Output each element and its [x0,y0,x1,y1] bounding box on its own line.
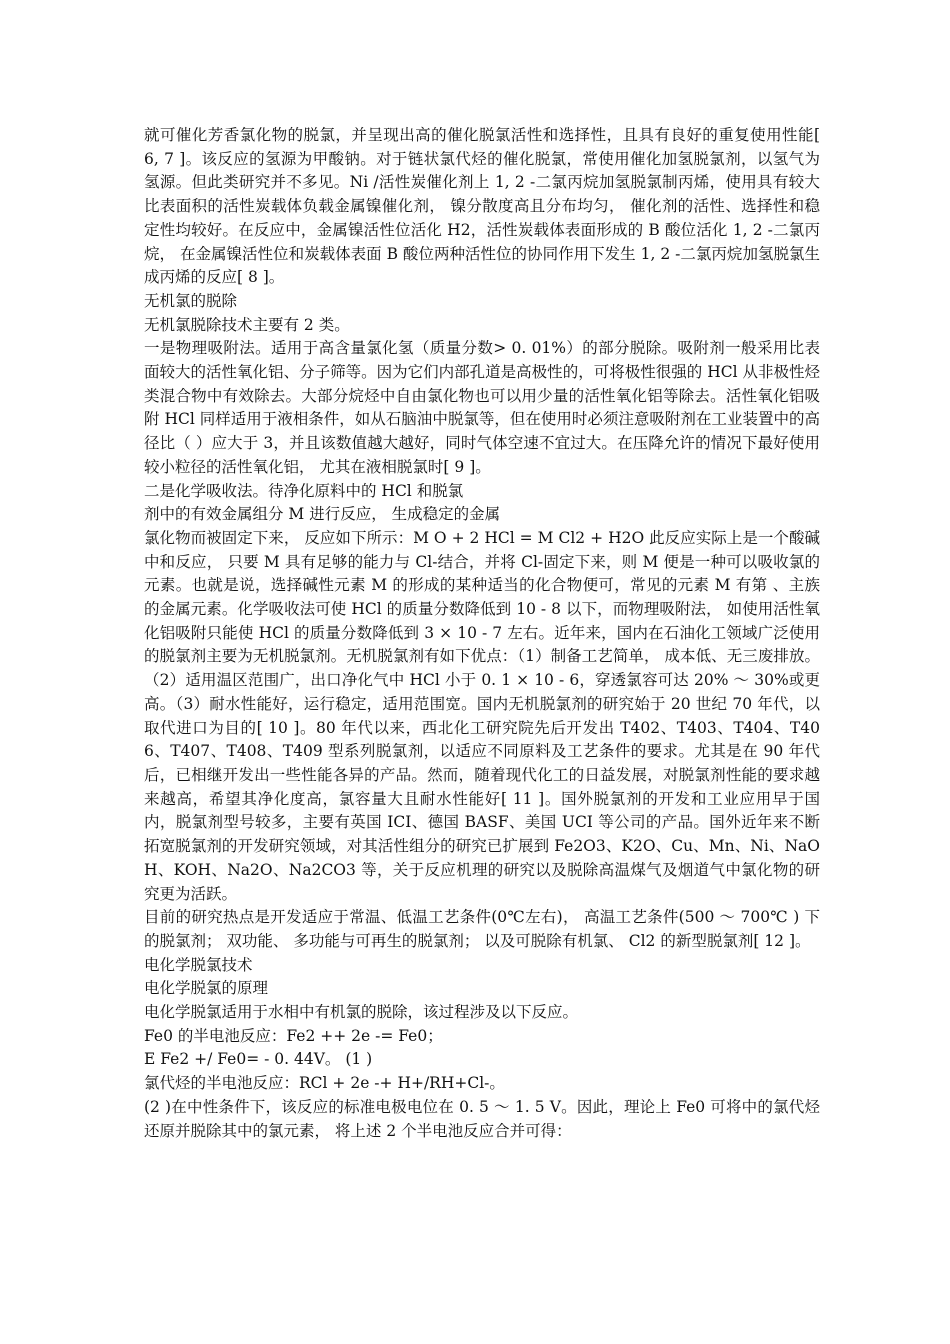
equation-fe-half-cell: Fe0 的半电池反应：Fe2 ++ 2e -= Fe0； [144,1026,443,1045]
paragraph-catalytic-dechlorination: 就可催化芳香氯化物的脱氯，并呈现出高的催化脱氯活性和选择性，且具有良好的重复使用性能[ 6, 7 ]。该反应的氢源为甲酸钠。对于链状氯代烃的催化脱氯，常使用催化加氢脱氯剂，以氢气为氢源。但此类研究并不多见。Ni /活性炭催化剂上 1, 2 -二氯丙烷加氢脱氯制丙烯，使用具有较大比表面积的活性炭载体负载金属镍催化剂， 镍分散度高且分布均匀， 催化剂的活性、选择性和稳定性均较好。在反应中，金属镍活性位活化 H2，活性炭载体表面形成的 B 酸位活化 1, 2 -二氯丙烷， 在金属镍活性位和炭载体表面 B 酸位两种活性位的协同作用下发生 1, 2 -二氯丙烷加氢脱氯生成丙烯的反应[ 8 ]。 [144,126,820,287]
paragraph-two-types: 无机氯脱除技术主要有 2 类。 [144,315,350,334]
paragraph-electrochemical-intro: 电化学脱氯适用于水相中有机氯的脱除，该过程涉及以下反应。 [144,1003,579,1022]
heading-electrochemical-dechlorination: 电化学脱氯技术 [144,955,253,974]
paragraph-research-hotspots: 目前的研究热点是开发适应于常温、低温工艺条件(0℃左右)， 高温工艺条件(500 ～ 700℃ ) 下的脱氯剂； 双功能、 多功能与可再生的脱氯剂； 以及可脱除有机氯、 Cl2 的新型脱氯剂[ 12 ]。 [144,908,820,950]
equation-chlorohydrocarbon-half-cell: 氯代烃的半电池反应：RCl + 2e -+ H+/RH+Cl-。 [144,1074,505,1093]
paragraph-chemical-absorption-details: 氯化物而被固定下来， 反应如下所示：M O + 2 HCl = M Cl2 + H2O 此反应实际上是一个酸碱中和反应， 只要 M 具有足够的能力与 Cl-结合，并将 Cl-固定下来，则 M 便是一种可以吸收氯的元素。也就是说，选择碱性元素 M 的形成的某种适当的化合物便可，常见的元素 M 有第 、主族的金属元素。化学吸收法可使 HCl 的质量分数降低到 10 - 8 以下，而物理吸附法， 如使用活性氧化铝吸附只能使 HCl 的质量分数降低到 3 × 10 - 7 左右。近年来，国内在石油化工领域广泛使用的脱氯剂主要为无机脱氯剂。无机脱氯剂有如下优点：（1）制备工艺简单， 成本低、无三废排放。（2）适用温区范围广，出口净化气中 HCl 小于 0. 1 × 10 - 6，穿透氯容可达 20% ～ 30%或更高。（3）耐水性能好，运行稳定，适用范围宽。国内无机脱氯剂的研究始于 20 世纪 70 年代，以取代进口为目的[ 10 ]。80 年代以来，西北化工研究院先后开发出 T402、T403、T404、T406、T407、T408、T409 型系列脱氯剂，以适应不同原料及工艺条件的要求。尤其是在 90 年代后，已相继开发出一些性能各异的产品。然而，随着现代化工的日益发展，对脱氯剂性能的要求越来越高，希望其净化度高，氯容量大且耐水性能好[ 11 ]。国外脱氯剂的开发和工业应用早于国内，脱氯剂型号较多，主要有英国 ICI、德国 BASF、美国 UCI 等公司的产品。国外近年来不断拓宽脱氯剂的开发研究领域，对其活性组分的研究已扩展到 Fe2O3、K2O、Cu、Mn、Ni、NaOH、KOH、Na2O、Na2CO3 等，关于反应机理的研究以及脱除高温煤气及烟道气中氯化物的研究更为活跃。 [144,528,820,903]
heading-electrochemical-principle: 电化学脱氯的原理 [144,979,269,998]
heading-inorganic-chlorine-removal: 无机氯的脱除 [144,291,238,310]
paragraph-neutral-conditions: (2 )在中性条件下，该反应的标准电极电位在 0. 5 ～ 1. 5 V。因此，理论上 Fe0 可将中的氯代烃还原并脱除其中的氯元素， 将上述 2 个半电池反应合并可得： [144,1097,820,1140]
paragraph-chemical-absorption-reaction: 剂中的有效金属组分 M 进行反应， 生成稳定的金属 [144,505,501,524]
paragraph-physical-adsorption: 一是物理吸附法。适用于高含量氯化氢（质量分数> 0. 01%）的部分脱除。吸附剂一般采用比表面较大的活性氧化铝、分子筛等。因为它们内部孔道是高极性的，可将极性很强的 HCl 从非极性烃类混合物中有效除去。大部分烷烃中自由氯化物也可以用少量的活性氧化铝等除去。活性氧化铝吸附 HCl 同样适用于液相条件，如从石脑油中脱氯等，但在使用时必须注意吸附剂在工业装置中的高径比（ ）应大于 3，并且该数值越大越好，同时气体空速不宜过大。在压降允许的情况下最好使用较小粒径的活性氧化铝， 尤其在液相脱氯时[ 9 ]。 [144,339,820,476]
paragraph-chemical-absorption-intro: 二是化学吸收法。待净化原料中的 HCl 和脱氯 [144,481,464,500]
document-page [144,124,820,1143]
equation-fe-potential: E Fe2 +/ Fe0= - 0. 44V。 (1 ) [144,1050,373,1069]
